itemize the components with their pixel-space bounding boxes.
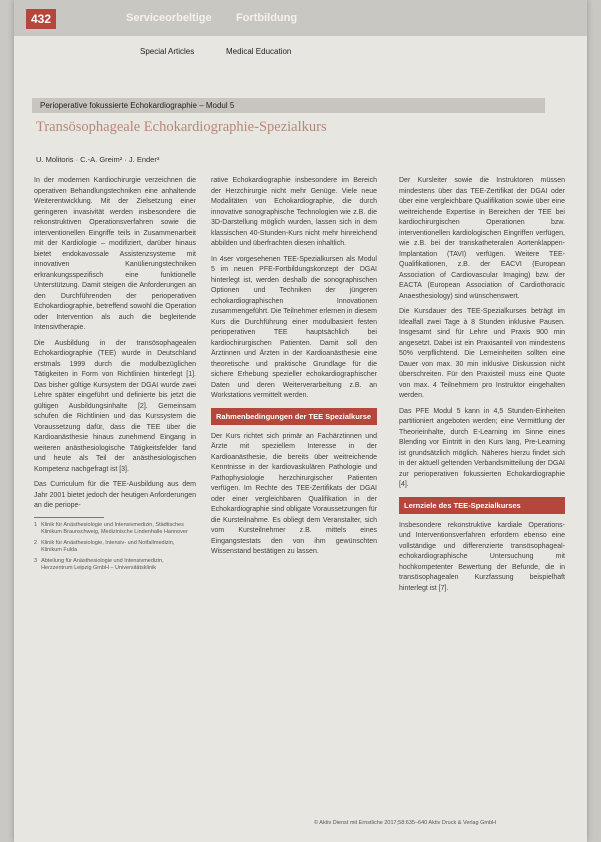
footnote: [34, 540, 196, 555]
footnote-divider: [34, 517, 104, 518]
paragraph: Das PFE Modul 5 kann in 4,5 Stunden-Einheiten partitioniert angeboten werden; eine Vermittlung der Theorieinhalte, durch E-Learning im Sinne eines Blending vor Eintritt in den Kurs lang, Pre-Learning ist grundsätzlich möglich. Näheres hierzu findet sich in der aktuell geltenden Verbandsmitteilung der DGAI zur perioperativen fokussierten Echokardiographie [4].: [399, 407, 565, 488]
paragraph: In 4ser vorgesehenen TEE-Spezialkursen als Modul 5 im neuen PFE-Fortbildungskonzept der DGAI hinterlegt ist, werden deshalb die sonographischen Optionen und Techniken der jüngeren echokardiographischen Innovationen zusammengeführt. Die Teilnehmer erlernen in diesem Kurs die Durchführung einer modulbasiert festen perioperativen TEE hauptsächlich bei kardiochirurgischen Patienten. Damit soll den Ärztinnen und Ärzten in der Kardioanästhesie eine theoretische und praktische Grundlage für die sichere Erhebung spezieller echokardiographischer Daten und deren Weiterverarbeitung z.B. an Workstations vermittelt werden.: [211, 255, 378, 399]
section-heading: Rahmenbedingungen der TEE Spezialkurse: [211, 408, 377, 425]
sublabel-left: Special Articles: [140, 47, 195, 56]
footnote-text: Klinik für Anästhesiologie, Intensiv- und Notfallmedizin, Klinikum Fulda: [41, 539, 175, 553]
footnote-number: 2: [34, 539, 38, 546]
paragraph: Die Ausbildung in der transösophagealen Echokardiographie (TEE) wurde in Deutschland erstmals 1999 durch die modulbezüglichen Tätigkeiten in Form von Richtlinien hinterlegt [1]. Das bisher gültige Kursystem der DGAI wurde zwei Lehre später eingeführt und definierte bis jetzt die gültigen Ausbildungsinhalte [2]. Gemeinsam schufen die Richtlinien und das Kurssystem die Voraussetzung dafür, dass die TEE über die Kardioanästhesie hinaus zunehmend Eingang in weiteren anästhesiologische Tätigkeitsfelder fand und heute als Teil der anästhesiologischen Kompetenz nachgefragt ist [3].: [34, 339, 196, 473]
footnote: [34, 558, 196, 573]
paragraph: Die Kursdauer des TEE-Spezialkurses beträgt im Idealfall zwei Tage à 8 Stunden inklusive Pausen. Insgesamt sind für Lehre und Praxis 900 min angesetzt. Dabei ist ein Praxisanteil von mindestens 50% verpflichtend. Die Lerneinheiten sollten eine Dauer von max. 30 min inklusive Diskussion nicht überschreiten. Für den Praxisteil muss eine Quote von max. 4 Teilnehmern pro Instruktor eingehalten werden.: [399, 308, 565, 399]
sublabel-right: Medical Education: [226, 47, 292, 56]
footnote-text: Abteilung für Anästhesiologie und Intensivmedizin, Herzzentrum Leipzig GmbH – Universitätsklinik: [41, 557, 164, 571]
page-number: 432: [26, 9, 56, 29]
article-title: Transösophageale Echokardiographie-Spezialkurs: [36, 119, 327, 135]
text-column-2: [211, 176, 377, 563]
section-heading: Lernziele des TEE-Spezialkurses: [399, 497, 565, 514]
text-column-3: [399, 176, 565, 599]
paragraph: rative Echokardiographie insbesondere im Bereich der Herzchirurgie nicht mehr Genüge. Viele neue Modalitäten von Echokardiographie, die durch innovative sonographische Technologien wie z.B. die 3D-Darstellung möglich wurden, lassen sich in dem klassischen 40-Stunden-Kurs nicht mehr hinreichend abbilden und überfrachten diesen inhaltlich.: [211, 177, 377, 247]
rubric-left: Serviceorbeltige: [126, 12, 212, 24]
footnote-number: 3: [34, 557, 38, 564]
header-bar: [14, 0, 587, 36]
footnote: [34, 522, 196, 537]
page-footer: © Aktiv Dienst mit Ernstliche 2017;58:635–640 Aktiv Druck & Verlag GmbH: [314, 820, 496, 826]
paragraph: In der modernen Kardiochirurgie verzeichnen die operativen Behandlungstechniken eine anhaltende Weiterentwicklung. Mit der Zielsetzung einer geringeren invasivität werden insbesondere die rekonstruktiven Operationsverfahren sowie die interventionellen Eingriffe teils in Zusammenarbeit mit der Kardiologie – modifiziert, darüber hinaus bietet endokavossale Assistenzsysteme mit innovativen Kanülierungstechniken erkrankungsspezifisch eine funktionelle Unterstützung. Damit steigen die Anforderungen an den Durchführenden der perioperativen Echokardiographie, betreffend sowohl die Operation oder Intervention als auch die begleitende Intensivtherapie.: [34, 177, 196, 331]
paragraph: Der Kurs richtet sich primär an Fachärztinnen und Ärzte mit speziellem Interesse in der Kardioanästhesie, die bereits über weitreichende Kenntnisse in der kardiovaskulären Pathologie und Pathophysiologie herzchirurgischer Patienten verfügen. Im Rechte des TEE-Zertifikats der DGAI oder einer vergleichbaren Qualifikation in der Echokardiographie sind obligate Voraussetzungen für die Kursteilnahme. Es obliegt dem Veranstalter, sich vom Kursteilnehmer z.B. mittels eines Eingangstestats den von ihm gewünschten Wissenstand bestätigen zu lassen.: [211, 432, 377, 555]
journal-page: [14, 0, 587, 842]
footnote-text: Klinik für Anästhesiologie und Intensivmedizin, Städtisches Klinikum Braunschweig, Medizinische Lindenhalle Hannover: [41, 521, 188, 535]
paragraph: Der Kursleiter sowie die Instruktoren müssen mindestens über das TEE-Zertifikat der DGAI oder über eine vergleichbare Qualifikation sowie über eine weitreichende Expertise in Bereichen der TEE bei kardiochirurgischen Operationen bzw. interventionellen kardiologischen Eingriffen verfügen, wie z.B. bei der transkatheteralen Aortenklappen-Implantation (TAVI) verfügen. Weitere TEE-Qualifikationen, z.B. der EACVI (European Association of Cardiovascular Imaging) bzw. der EACTA (European Association of Cardiothoracic Anaesthesiology) sind wünschenswert.: [399, 177, 565, 300]
section-title-bar: Perioperative fokussierte Echokardiographie – Modul 5: [32, 98, 545, 113]
article-authors: U. Molitoris · C.-A. Greim² · J. Ender³: [36, 155, 160, 164]
footnote-number: 1: [34, 521, 38, 528]
paragraph: Insbesondere rekonstruktive kardiale Operations- und Interventionsverfahren erfordern ebenso eine vollständige und differenzierte transösophageal-echokardiographische Untersuchung mit hochkompetenter Bewertung der Befunde, die in transösophagealen Kurzfassung beispielhaft hinterlegt ist [7].: [399, 521, 565, 592]
text-column-1: [34, 176, 196, 576]
paragraph: Das Curriculum für die TEE-Ausbildung aus dem Jahr 2001 bietet jedoch der heutigen Anforderungen an die periope-: [34, 481, 196, 509]
rubric-right: Fortbildung: [236, 12, 298, 24]
